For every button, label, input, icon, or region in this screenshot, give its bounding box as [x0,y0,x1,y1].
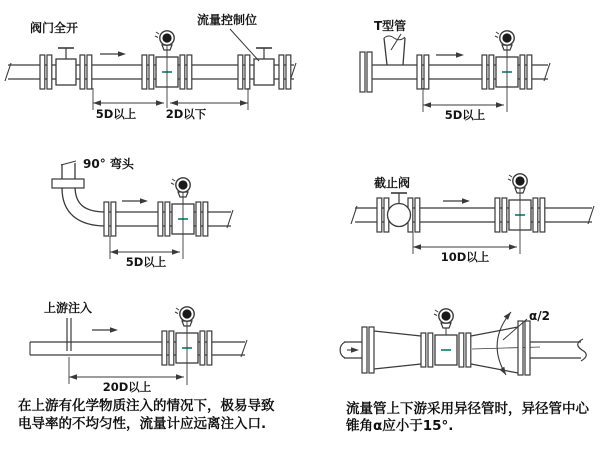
flange [279,55,291,89]
upstream-valve [56,48,76,85]
caption-line1: 在上游有化学物质注入的情况下，极易导致 [18,398,275,414]
diagram-reducer [300,285,600,450]
flange [238,55,250,89]
caption-line2: 电导率的不均匀性，流量计应远离注入口. [18,416,267,432]
injection-label: 上游注入 [44,301,93,315]
right-reducer-flange [518,321,530,375]
flow-arrow [92,327,118,333]
flow-arrow [100,51,126,57]
flow-arrow [436,52,464,58]
diagram-90-elbow [0,140,300,285]
diagram-t-pipe [300,0,600,140]
converging-cone [374,331,421,369]
valve-open-label: 阀门全开 [30,21,79,35]
dim-5d-label: 5D以上 [125,255,167,269]
caption-line2: 锥角α应小于15°. [346,418,454,434]
flow-arrow [443,198,470,204]
left-reducer-flange [362,327,374,373]
elbow-label: 90° 弯头 [83,157,134,171]
stop-valve-label: 截止阀 [374,176,411,190]
t-pipe-label: T型管 [374,19,407,33]
diagram-upstream-injection [0,285,300,450]
injection-tube [67,318,71,351]
left-pipe [340,342,362,358]
branch-pipe [384,36,405,65]
dim-5d-label: 5D以上 [444,108,486,122]
end-flange [360,52,372,92]
control-valve [254,48,274,85]
pipe [30,340,247,357]
dim-2d-label: 2D以下 [165,107,207,121]
flange [40,55,52,89]
flange [80,55,92,89]
angle-label: α/2 [529,309,550,323]
diagram-valve-fully-open [0,0,300,140]
stop-valve [388,193,411,227]
flowmeter [421,309,471,367]
caption-line1: 流量管上下游采用异径管时，异径管中心 [346,401,589,417]
dim-5d-label: 5D以上 [95,107,137,121]
dim-20d-label: 20D以上 [102,380,152,394]
right-pipe [530,339,586,361]
flow-arrow [122,198,148,204]
flow-control-label: 流量控制位 [197,13,258,27]
elbow-flange [52,179,84,188]
dim-10d-label: 10D以上 [440,250,490,264]
diagram-stop-valve [300,140,600,285]
flange [104,202,116,236]
leader-line [391,34,401,50]
flange [417,55,429,89]
